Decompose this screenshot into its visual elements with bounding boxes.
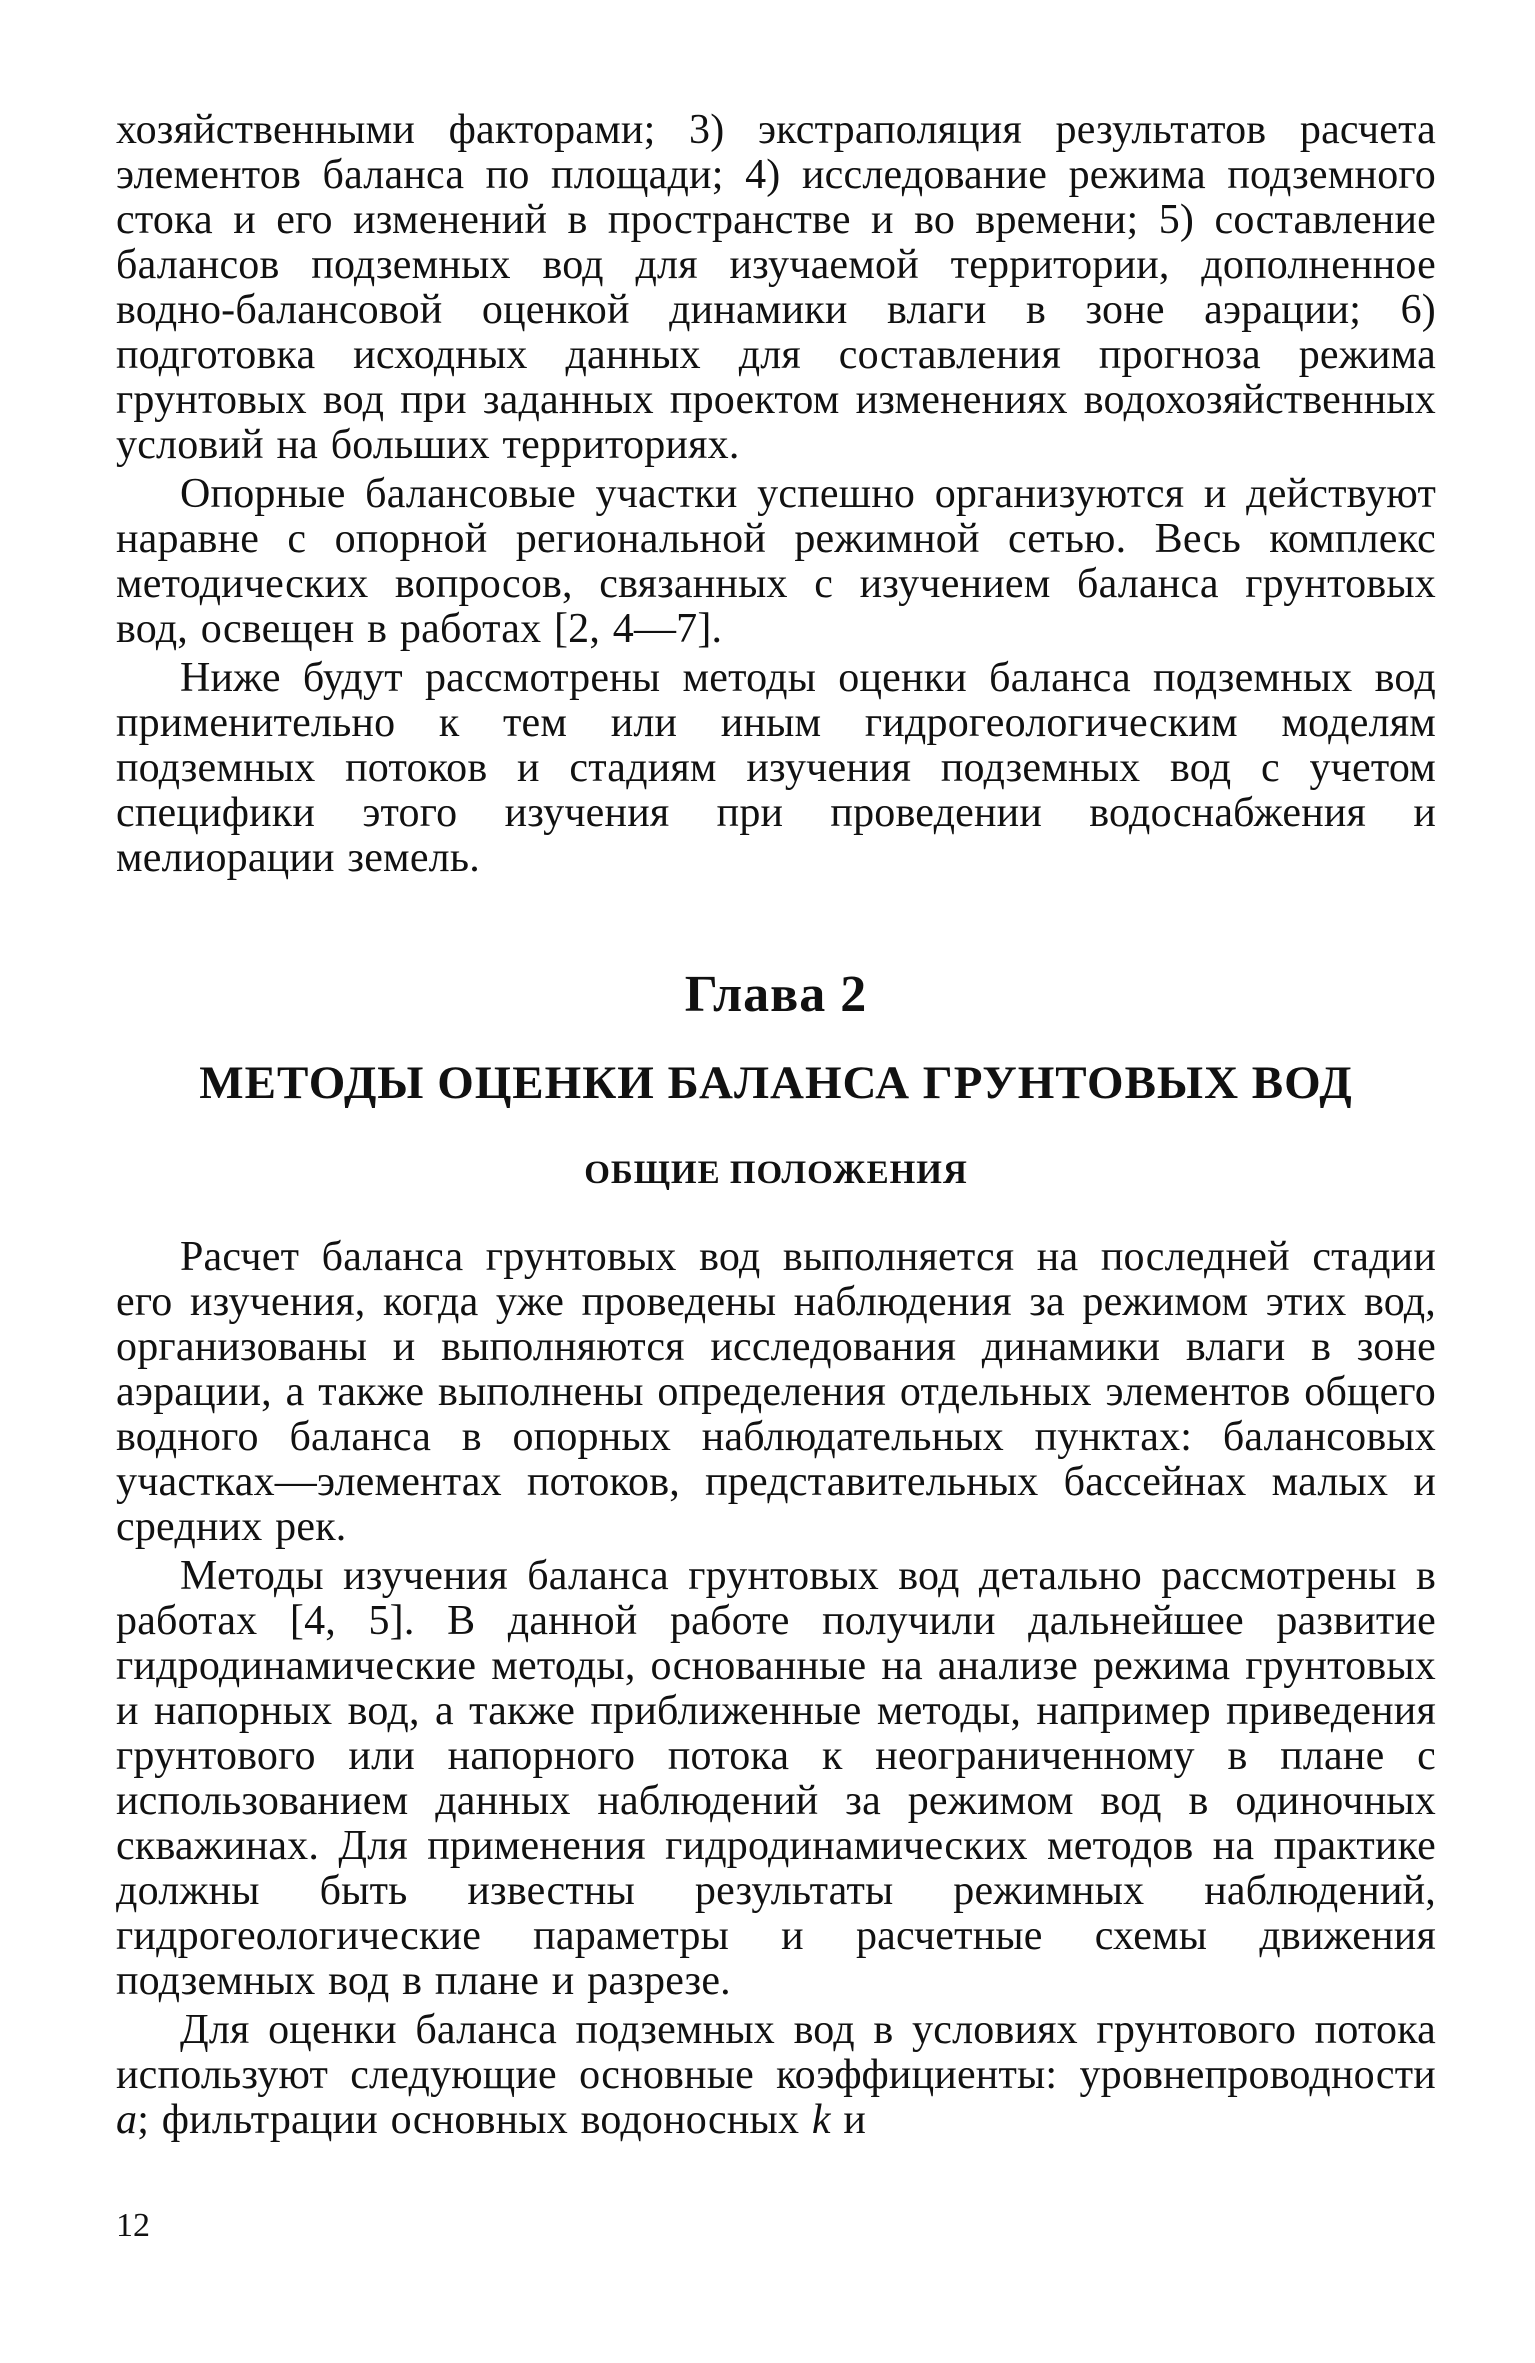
paragraph-last-part1: Для оценки баланса подземных вод в условиях грунтового потока используют следующие основные коэффициенты: уровнепроводности xyxy=(116,2007,1436,2098)
chapter-title: МЕТОДЫ ОЦЕНКИ БАЛАНСА ГРУНТОВЫХ ВОД xyxy=(199,1057,1353,1109)
paragraph-intro-2: Опорные балансовые участки успешно организуются и действуют наравне с опорной региональной режимной сетью. Весь комплекс методических вопросов, связанных с изучением баланса грунтовых вод, освещен в работах [2, 4—7]. xyxy=(116,471,1436,652)
paragraph-section-2: Методы изучения баланса грунтовых вод детально рассмотрены в работах [4, 5]. В данной работе получили дальнейшее развитие гидродинамические методы, основанные на анализе режима грунтовых и напорных вод, а также приближенные методы, например приведения грунтового или напорного потока к неограниченному в плане с использованием данных наблюдений за режимом вод в одиночных скважинах. Для применения гидродинамических методов на практике должны быть известны результаты режимных наблюдений, гидрогеологические параметры и расчетные схемы движения подземных вод в плане и разрезе. xyxy=(116,1553,1436,2004)
section-title: ОБЩИЕ ПОЛОЖЕНИЯ xyxy=(584,1155,968,1191)
chapter-label: Глава 2 xyxy=(684,966,868,1023)
paragraph-last-part3: и xyxy=(830,2097,867,2143)
variable-a: a xyxy=(116,2097,138,2143)
variable-k: k xyxy=(811,2097,831,2143)
page-number: 12 xyxy=(116,2207,150,2244)
paragraph-section-1: Расчет баланса грунтовых вод выполняется на последней стадии его изучения, когда уже проведены наблюдения за режимом этих вод, организованы и выполняются исследования динамики влаги в зоне аэрации, а также выполнены определения отдельных элементов общего водного баланса в опорных наблюдательных пунктах: балансовых участках—элементах потоков, представительных бассейнах малых и средних рек. xyxy=(116,1234,1436,1550)
paragraph-intro-3: Ниже будут рассмотрены методы оценки баланса подземных вод применительно к тем или иным гидрогеологическим моделям подземных потоков и стадиям изучения подземных вод с учетом специфики этого изучения при проведении водоснабжения и мелиорации земель. xyxy=(116,655,1436,881)
paragraph-last xyxy=(116,2008,1436,2143)
page-content xyxy=(116,108,1436,2143)
paragraph-intro-1: хозяйственными факторами; 3) экстраполяция результатов расчета элементов баланса по площади; 4) исследование режима подземного стока и его изменений в пространстве и во времени; 5) составление балансов подземных вод для изучаемой территории, дополненное водно-балансовой оценкой динамики влаги в зоне аэрации; 6) подготовка исходных данных для составления прогноза режима грунтовых вод при заданных проектом изменениях водохозяйственных условий на больших территориях. xyxy=(116,107,1436,468)
paragraph-last-part2: ; фильтрации основных водоносных xyxy=(137,2097,812,2143)
